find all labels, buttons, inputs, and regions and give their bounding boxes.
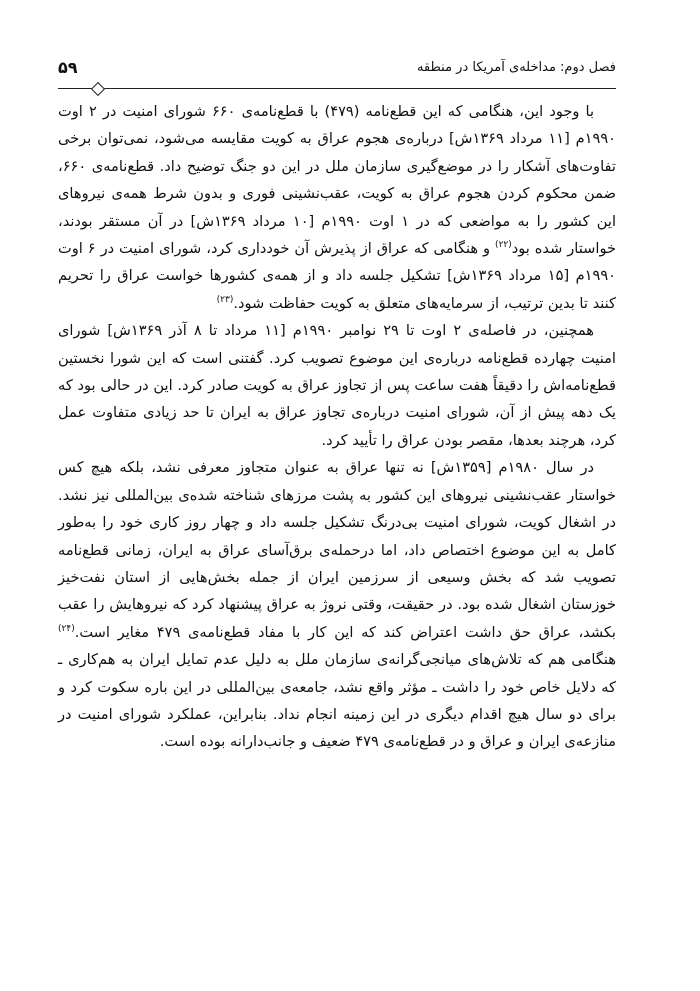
body-text [58,98,616,756]
paragraph-text: هنگامی هم که تلاش‌های میانجی‌گرانه‌ی سازمان ملل به دلیل عدم تمایل ایران به هم‌کاری ـ که دلایل خاص خود را داشت ـ مؤثر واقع نشد، جامعه‌ی بین‌المللی در این باره سکوت کرد و برای دو سال هیچ اقدام دیگری در این زمینه انجام نداد. بنابراین، عملکرد شورای امنیت در منازعه‌ی ایران و عراق و در قطع‌نامه‌ی ۴۷۹ ضعیف و جانب‌دارانه بوده است. [58,651,616,751]
page-header [58,58,616,84]
running-title: فصل دوم: مداخله‌ی آمریکا در منطقه [416,60,616,75]
page-number: ۵۹ [58,58,78,77]
footnote-marker: (۲۴) [58,623,75,634]
header-rule [58,88,616,89]
header-diamond-ornament [91,82,105,96]
paragraph-text: در سال ۱۹۸۰م [۱۳۵۹ش] نه تنها عراق به عنوان متجاوز معرفی نشد، بلکه هیچ کس خواستار عقب‌نشینی نیروهای این کشور به پشت مرزهای شناخته شده‌ی بین‌المللی نیز نشد. در اشغال کویت، شورای امنیت بی‌درنگ تشکیل جلسه داد و چهار روز کاری خود را به‌طور کامل به این موضوع اختصاص داد، اما درحمله‌ی برق‌آسای عراق به ایران، زمانی قطع‌نامه تصویب شد که بخش وسیعی از سرزمین ایران از جمله بخش‌هایی از استان نفت‌خیز خوزستان اشغال شده بود. در حقیقت، وقتی نروژ به عراق پیشنهاد کرد که نیروهایش را عقب بکشد، عراق حق داشت اعتراض کند که این کار با مفاد قطع‌نامه‌ی ۴۷۹ مغایر است. [58,459,616,641]
paragraph [58,454,616,755]
paragraph-text: با وجود این، هنگامی که این قطع‌نامه (۴۷۹) با قطع‌نامه‌ی ۶۶۰ شورای امنیت در ۲ اوت ۱۹۹۰م [۱۱ مرداد ۱۳۶۹ش] درباره‌ی هجوم عراق به کویت مقایسه می‌شود، نمی‌توان برخی تفاوت‌های آشکار را در موضع‌گیری سازمان ملل در این دو جنگ توضیح داد. قطع‌نامه‌ی ۶۶۰، ضمن محکوم کردن هجوم عراق به کویت، عقب‌نشینی فوری و بدون شرط همه‌ی نیروهای این کشور را به مواضعی که در ۱ اوت ۱۹۹۰م [۱۰ مرداد ۱۳۶۹ش] در آن مستقر بودند، خواستار شده بود [58,103,617,258]
footnote-marker: (۲۳) [216,294,234,305]
paragraph [58,317,616,454]
paragraph-text: همچنین، در فاصله‌ی ۲ اوت تا ۲۹ نوامبر ۱۹۹۰م [۱۱ مرداد تا ۸ آذر ۱۳۶۹ش] شورای امنیت چهارده قطع‌نامه درباره‌ی این موضوع تصویب کرد. گفتنی است که این شورا نخستین قطع‌نامه‌اش را دقیقاً هفت ساعت پس از تجاوز عراق به کویت صادر کرد. این در حالی بود که یک دهه پیش از آن، شورای امنیت درباره‌ی تجاوز عراق به ایران تا حد زیادی متفاوت عمل کرد، هرچند بعدها، مقصر بودن عراق را تأیید کرد. [58,322,616,449]
paragraph [58,98,616,317]
footnote-marker: (۲۲) [495,240,512,251]
paragraph-text: و هنگامی که عراق از پذیرش آن خودداری کرد، شورای امنیت در ۶ اوت ۱۹۹۰م [۱۵ مرداد ۱۳۶۹ش] تشکیل جلسه داد و از همه‌ی کشورها خواست عراق را تحریم کنند تا بدین ترتیب، از سرمایه‌های متعلق به کویت حفاظت شود. [58,240,617,312]
